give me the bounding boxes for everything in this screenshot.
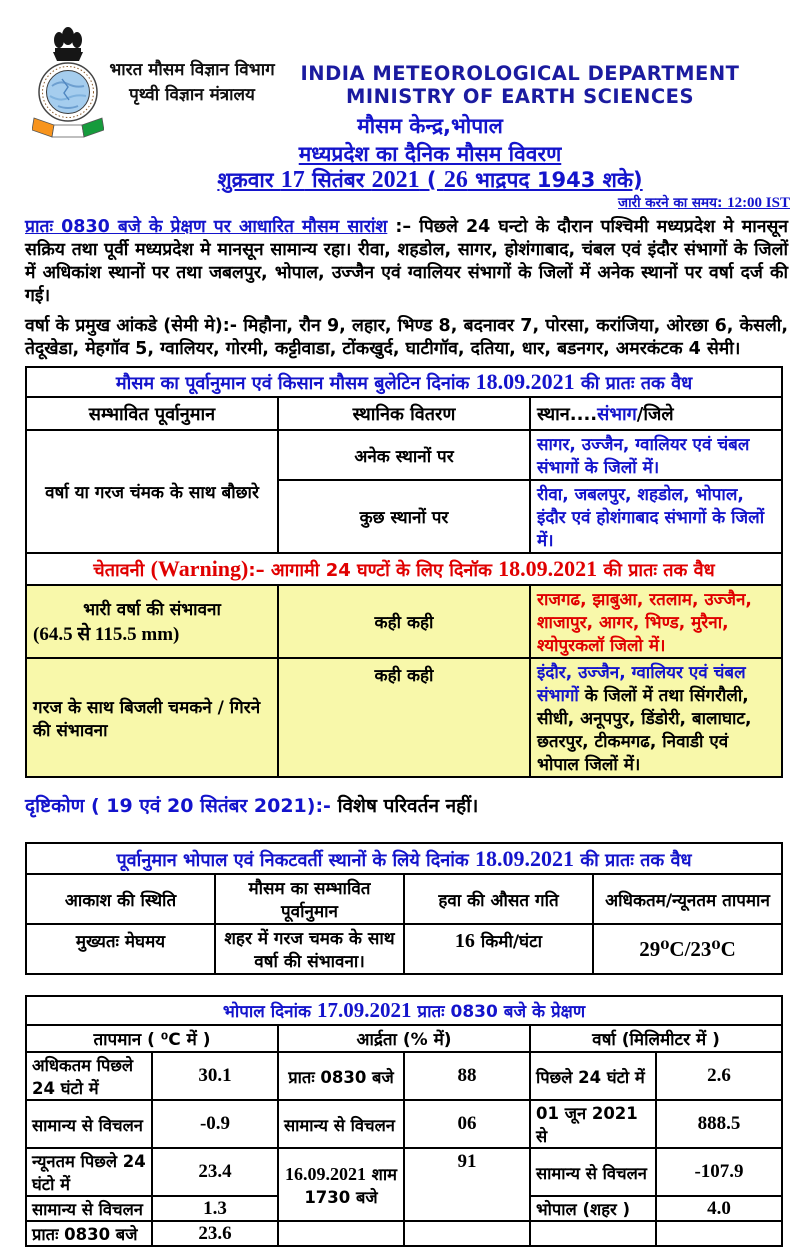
hazard-heavy-rain: भारी वर्षा की संभावना (64.5 से 115.5 mm)	[26, 585, 278, 658]
weather-centre-title: मौसम केन्द्र,भोपाल	[357, 114, 503, 138]
col-header-temp: अधिकतम/न्यूनतम तापमान	[593, 874, 782, 924]
temp-max-value: 30.1	[152, 1052, 278, 1100]
col-header-forecast: सम्भावित पूर्वानुमान	[26, 397, 278, 430]
rain-empty-label	[530, 1221, 656, 1246]
observations-title: भोपाल दिनांक 17.09.2021 प्रातः 0830 बजे के प्रेक्षण	[26, 996, 782, 1025]
distribution-few-places: कुछ स्थानों पर	[278, 480, 530, 553]
col-header-city-forecast: मौसम का सम्भावित पूर्वानुमान	[215, 874, 404, 924]
outlook-text: विशेष परिवर्तन नहीं।	[330, 795, 479, 817]
obs-row-3	[26, 1148, 782, 1196]
areas-few-places: रीवा, जबलपुर, शहडोल, भोपाल, इंदौर एवं होशंगाबाद संभागों के जिलों में।	[530, 480, 782, 553]
rainfall-figures	[25, 315, 788, 361]
group-header-rainfall: वर्षा (मिलिमीटर में )	[530, 1025, 782, 1052]
issue-time: जारी करने का समय: 12:00 IST	[618, 195, 790, 211]
wind-speed: 16 किमी/घंटा	[404, 924, 593, 974]
areas-many-places: सागर, उज्जैन, ग्वालियर एवं चंबल संभागों के जिलों में।	[530, 430, 782, 480]
col-header-wind: हवा की औसत गति	[404, 874, 593, 924]
department-name-english	[290, 62, 750, 108]
rain-dev-label: सामान्य से विचलन	[530, 1148, 656, 1196]
ministry-line1: भारत मौसम विज्ञान विभाग	[109, 60, 275, 80]
city-forecast-table	[25, 842, 783, 975]
forecast-table	[25, 366, 783, 554]
forecast-table-title: मौसम का पूर्वानुमान एवं किसान मौसम बुलेटिन दिनांक 18.09.2021 की प्रातः तक वैध	[26, 367, 782, 397]
col-header-sky: आकाश की स्थिति	[26, 874, 215, 924]
rain-city-label: भोपाल (शहर )	[530, 1196, 656, 1221]
frequency-thunderstorm: कही कही	[278, 658, 530, 777]
weather-summary	[25, 216, 788, 308]
humidity-empty-label	[278, 1221, 404, 1246]
outlook	[25, 794, 788, 818]
rain-24h-value: 2.6	[656, 1052, 782, 1100]
summary-heading: प्रातः 0830 बजे के प्रेक्षण पर आधारित मौसम सारांश	[25, 217, 388, 237]
city-forecast-text: शहर में गरज चमक के साथ वर्षा की संभावना।	[215, 924, 404, 974]
rainfall-figures-text: मिहौना, रौन 9, लहार, भिण्ड 8, बदनावर 7, पोरसा, करांजिया, ओरछा 6, केसली, तेदूखेडा, मेहगॉव 5, ग्वालियर, गोरमी, कट्टीवाडा, टोंकखुर्द, घाटीगॉव, दतिया, धार, बडनगर, अमरकंटक 4 सेमी।	[25, 316, 788, 359]
temp-min-dev-value: 1.3	[152, 1196, 278, 1221]
dept-line1: INDIA METEOROLOGICAL DEPARTMENT	[300, 62, 740, 85]
dept-line2: MINISTRY OF EARTH SCIENCES	[345, 85, 694, 108]
humidity-evening-value: 91	[404, 1148, 530, 1221]
temp-max-dev-label: सामान्य से विचलन	[26, 1100, 152, 1148]
warning-table	[25, 552, 783, 778]
summary-text: पिछले 24 घन्टो के दौरान पश्चिमी मध्यप्रदेश मे मानसून सक्रिय तथा पूर्वी मध्यप्रदेश मे मानसून सामान्य रहा। रीवा, शहडोल, सागर, होशंगाबाद, चंबल एवं इंदौर संभागों के जिलों में अधिकांश स्थानों पर तथा जबलपुर, भोपाल, उज्जैन एवं ग्वालियर संभागों के जिलों में अनेक स्थानों पर वर्षा दर्ज की गई।	[25, 217, 789, 306]
max-min-temperature: 29⁰C/23⁰C	[593, 924, 782, 974]
temp-min-value: 23.4	[152, 1148, 278, 1196]
group-header-temperature: तापमान ( ⁰C में )	[26, 1025, 278, 1052]
frequency-heavy-rain: कही कही	[278, 585, 530, 658]
rain-city-value: 4.0	[656, 1196, 782, 1221]
temp-max-label: अधिकतम पिछले 24 घंटो में	[26, 1052, 152, 1100]
rain-24h-label: पिछले 24 घंटो में	[530, 1052, 656, 1100]
areas-heavy-rain: राजगढ, झाबुआ, रतलाम, उज्जैन, शाजापुर, आगर, भिण्ड, मुरैना, श्योपुरकलॉ जिलो में।	[530, 585, 782, 658]
obs-row-2	[26, 1100, 782, 1148]
distribution-many-places: अनेक स्थानों पर	[278, 430, 530, 480]
rain-dev-value: -107.9	[656, 1148, 782, 1196]
obs-row-5	[26, 1221, 782, 1246]
hazard-thunderstorm: गरज के साथ बिजली चमकने / गिरने की संभावना	[26, 658, 278, 777]
bulletin-title: मध्यप्रदेश का दैनिक मौसम विवरण	[298, 142, 562, 166]
warning-title: चेतावनी (Warning):– आगामी 24 घण्टों के लिए दिनॉक 18.09.2021 की प्रातः तक वैध	[26, 553, 782, 585]
city-forecast-title: पूर्वानुमान भोपाल एवं निकटवर्ती स्थानों के लिये दिनांक 18.09.2021 की प्रातः तक वैध	[26, 843, 782, 874]
humidity-0830-label: प्रातः 0830 बजे	[278, 1052, 404, 1100]
rainfall-figures-heading: वर्षा के प्रमुख आंकडे (सेमी मे):-	[25, 316, 238, 336]
sky-condition: मुख्यतः मेघमय	[26, 924, 215, 974]
bulletin-date: शुक्रवार 17 सितंबर 2021 ( 26 भाद्रपद 1943 शके)	[217, 167, 643, 193]
ministry-name-hindi	[92, 58, 292, 108]
header	[0, 0, 804, 214]
temp-min-label: न्यूनतम पिछले 24 घंटो में	[26, 1148, 152, 1196]
humidity-empty-value	[404, 1221, 530, 1246]
rain-season-label: 01 जून 2021 से	[530, 1100, 656, 1148]
col-header-places: स्थान....संभाग/जिले	[530, 397, 782, 430]
humidity-evening-label: 16.09.2021 शाम 1730 बजे	[278, 1148, 404, 1221]
areas-thunderstorm: इंदौर, उज्जैन, ग्वालियर एवं चंबल संभागों के जिलों में तथा सिंगरौली, सीधी, अनूपपुर, डिंडोरी, बालाघाट, छतरपुर, टीकमगढ, निवाडी एवं भोपाल जिलों में।	[530, 658, 782, 777]
outlook-heading: दृष्टिकोण ( 19 एवं 20 सितंबर 2021):-	[25, 795, 331, 817]
temp-0830-label: प्रातः 0830 बजे	[26, 1221, 152, 1246]
obs-row-1	[26, 1052, 782, 1100]
ministry-line2: पृथ्वी विज्ञान मंत्रालय	[129, 85, 255, 105]
rain-empty-value	[656, 1221, 782, 1246]
temp-min-dev-label: सामान्य से विचलन	[26, 1196, 152, 1221]
summary-separator: :–	[387, 217, 420, 237]
rain-season-value: 888.5	[656, 1100, 782, 1148]
humidity-dev-label: सामान्य से विचलन	[278, 1100, 404, 1148]
humidity-0830-value: 88	[404, 1052, 530, 1100]
group-header-humidity: आर्द्रता (% में)	[278, 1025, 530, 1052]
observations-table	[25, 995, 783, 1247]
temp-0830-value: 23.6	[152, 1221, 278, 1246]
humidity-dev-value: 06	[404, 1100, 530, 1148]
col-header-distribution: स्थानिक वितरण	[278, 397, 530, 430]
temp-max-dev-value: -0.9	[152, 1100, 278, 1148]
phenomenon-label: वर्षा या गरज चंमक के साथ बौछारे	[26, 430, 278, 553]
